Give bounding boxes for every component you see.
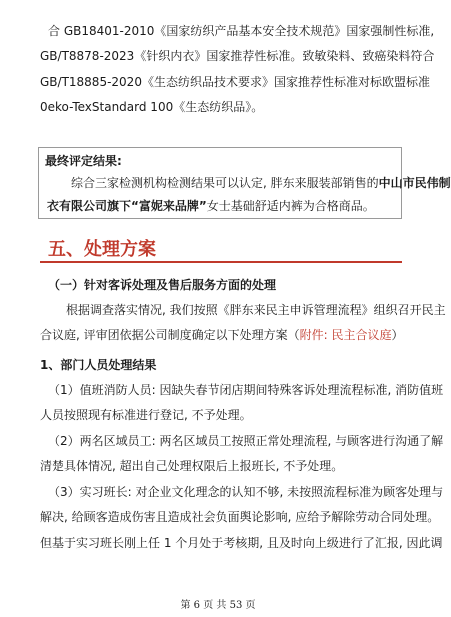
para1-line-2 <box>40 326 404 344</box>
item2-line-2: 清楚具体情况, 超出自己处理权限后上报班长, 不予处理。 <box>40 459 344 473</box>
subsection-2-heading: 1、部门人员处理结果 <box>40 358 157 372</box>
item1-line-2: 人员按照现有标准进行登记, 不予处理。 <box>40 408 252 422</box>
section-5-rule <box>40 261 402 263</box>
intro-line-1: 合 GB18401-2010《国家纺织产品基本安全技术规范》国家强制性标准, <box>48 24 435 38</box>
annex-note: 附件: 民主合议庭 <box>299 328 392 342</box>
subsection-1-heading: （一）针对客诉处理及售后服务方面的处理 <box>48 278 277 292</box>
item3-line-1: （3）实习班长: 对企业文化理念的认知不够, 未按照流程标准为顾客处理与 <box>48 485 444 499</box>
result-line-1 <box>71 174 451 192</box>
page-footer: 第 6 页 共 53 页 <box>180 600 256 611</box>
item1-line-1: （1）值班消防人员: 因缺失春节闭店期间特殊客诉处理流程标准, 消防值班 <box>48 383 444 397</box>
item2-line-1: （2）两名区域员工: 两名区域员工按照正常处理流程, 与顾客进行沟通了解 <box>48 434 444 448</box>
para1-line-1: 根据调查落实情况, 我们按照《胖东来民主申诉管理流程》组织召开民主 <box>66 303 446 317</box>
intro-line-2: GB/T8878-2023《针织内衣》国家推荐性标准。致敏染料、致癌染料符合 <box>40 49 435 63</box>
para1-line-2-close: ） <box>391 328 404 342</box>
para1-line-2-text: 合议庭, 评审团依据公司制度确定以下处理方案（ <box>40 328 300 342</box>
brand-name: 衣有限公司旗下“富妮来品牌” <box>47 199 207 213</box>
result-box <box>38 147 451 219</box>
result-line-2 <box>47 197 375 215</box>
intro-line-3: GB/T18885-2020《生态纺织品技术要求》国家推荐性标准对标欧盟标准 <box>40 75 430 89</box>
manufacturer-name: 中山市民伟制 <box>378 176 451 190</box>
item3-line-2: 解决, 给顾客造成伤害且造成社会负面舆论影响, 应给予解除劳动合同处理。 <box>40 510 440 524</box>
intro-line-4: 0eko-TexStandard 100《生态纺织品》。 <box>40 100 264 114</box>
result-conclusion: 女士基础舒适内裤为合格商品。 <box>206 199 375 213</box>
section-5-heading: 五、处理方案 <box>48 239 156 260</box>
result-box-title: 最终评定结果: <box>45 154 122 168</box>
result-line-1-text: 综合三家检测机构检测结果可以认定, 胖东来服装部销售的 <box>71 176 379 190</box>
item3-line-3: 但基于实习班长刚上任 1 个月处于考核期, 且及时向上级进行了汇报, 因此调 <box>40 536 443 550</box>
